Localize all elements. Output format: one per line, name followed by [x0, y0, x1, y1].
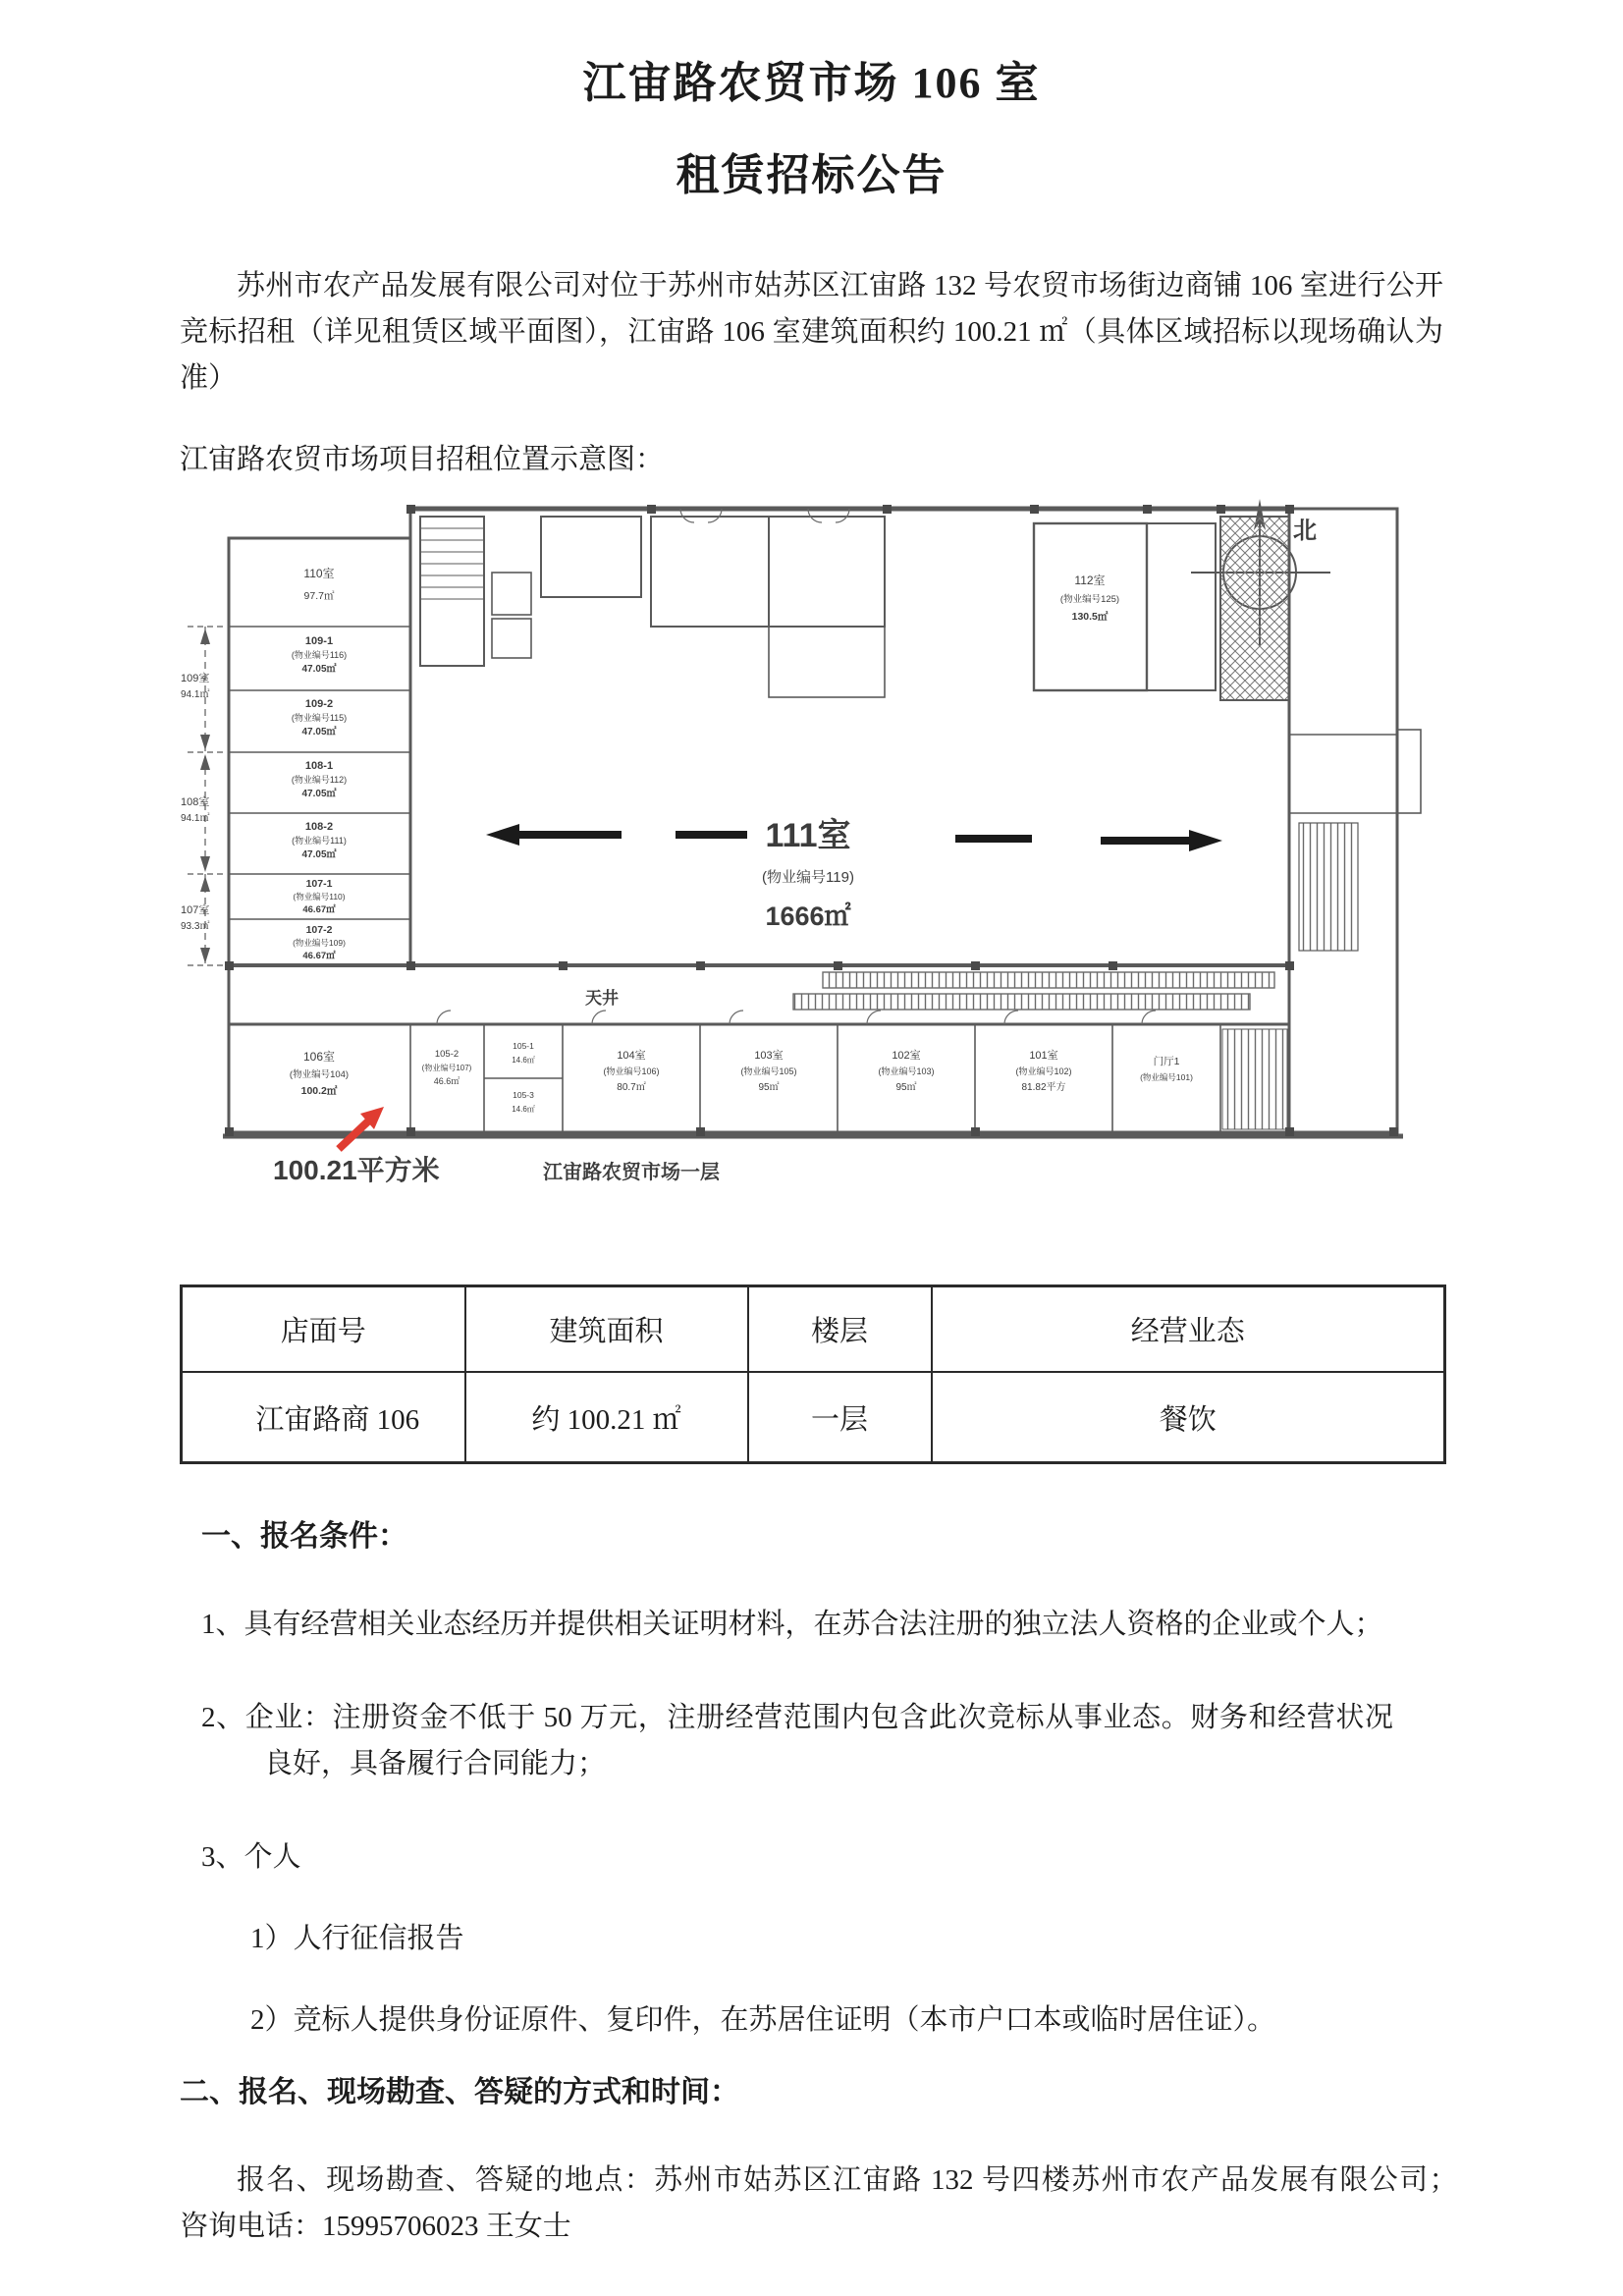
- section2-heading: 二、报名、现场勘查、答疑的方式和时间：: [180, 2076, 739, 2108]
- svg-text:(物业编号109): (物业编号109): [293, 938, 346, 948]
- doc-title-line1: 江宙路农贸市场 106 室: [582, 59, 1041, 107]
- svg-text:1666㎡: 1666㎡: [765, 902, 851, 931]
- svg-text:94.1㎡: 94.1㎡: [181, 689, 210, 700]
- sub-item-1-num: 1）: [250, 1923, 294, 1954]
- col-header-floor: 楼层: [748, 1286, 932, 1373]
- sub-item-2-text: 竞标人提供身份证原件、复印件，在苏居住证明（本市户口本或临时居住证）。: [293, 2004, 1276, 2036]
- svg-text:95㎡: 95㎡: [895, 1082, 917, 1093]
- svg-text:(物业编号107): (物业编号107): [421, 1064, 472, 1072]
- figure-intro-label: 江宙路农贸市场项目招租位置示意图：: [180, 444, 665, 475]
- svg-text:(物业编号111): (物业编号111): [292, 836, 347, 846]
- svg-text:109-1: 109-1: [304, 635, 334, 647]
- svg-text:107-2: 107-2: [305, 924, 333, 936]
- svg-text:门厅1: 门厅1: [1153, 1056, 1180, 1067]
- svg-text:(物业编号112): (物业编号112): [291, 775, 348, 785]
- svg-text:(物业编号115): (物业编号115): [291, 713, 348, 723]
- svg-text:46.67㎡: 46.67㎡: [302, 904, 336, 915]
- list-item-1-num: 1、: [201, 1609, 244, 1640]
- section1-heading: 一、报名条件：: [201, 1520, 407, 1553]
- svg-text:111室: 111室: [765, 817, 851, 854]
- svg-text:46.6㎡: 46.6㎡: [433, 1076, 460, 1086]
- courtyard-label: 天井: [585, 989, 619, 1008]
- svg-text:(物业编号104): (物业编号104): [289, 1069, 350, 1080]
- courtyard-canopy: [793, 972, 1274, 1010]
- svg-text:(物业编号103): (物业编号103): [878, 1066, 935, 1076]
- svg-text:(物业编号106): (物业编号106): [603, 1066, 660, 1076]
- svg-text:(物业编号110): (物业编号110): [293, 892, 346, 902]
- sub-item-2-num: 2）: [250, 2004, 294, 2036]
- cell-shop-no: 江宙路商 106: [182, 1372, 465, 1463]
- col-header-area: 建筑面积: [465, 1286, 748, 1373]
- svg-text:107室: 107室: [181, 904, 210, 916]
- highlight-arrow-icon: [339, 1107, 384, 1149]
- svg-text:112室: 112室: [1074, 574, 1106, 587]
- svg-text:110室: 110室: [303, 567, 335, 580]
- door-arc-icons: [437, 509, 1156, 1024]
- doc-title-line2: 租赁招标公告: [676, 151, 947, 199]
- svg-text:(物业编号102): (物业编号102): [1015, 1066, 1072, 1076]
- sub-item-1: [250, 1916, 1443, 1962]
- list-item-2-text: 企业：注册资金不低于 50 万元，注册经营范围内包含此次竞标从事业态。财务和经营状况良好，具备履行合同能力；: [244, 1702, 1393, 1779]
- list-item-1-text: 具有经营相关业态经历并提供相关证明材料，在苏合法注册的独立法人资格的企业或个人；: [243, 1609, 1383, 1640]
- svg-text:108室: 108室: [181, 796, 210, 808]
- svg-text:108-1: 108-1: [304, 760, 334, 772]
- svg-text:(物业编号105): (物业编号105): [740, 1066, 797, 1076]
- right-room-labels: [1060, 573, 1119, 623]
- svg-text:(物业编号125): (物业编号125): [1059, 594, 1120, 605]
- list-item-3: [201, 1834, 1393, 1881]
- list-item-2: [201, 1695, 1393, 1787]
- svg-text:130.5㎡: 130.5㎡: [1071, 611, 1109, 623]
- north-label: 北: [1293, 518, 1317, 544]
- svg-text:(物业编号101): (物业编号101): [1140, 1072, 1193, 1082]
- svg-text:105-2: 105-2: [434, 1049, 460, 1060]
- svg-text:80.7㎡: 80.7㎡: [617, 1082, 646, 1093]
- shop-table: [180, 1285, 1446, 1464]
- floorplan-drawing: [180, 489, 1427, 1191]
- svg-text:107-1: 107-1: [305, 878, 333, 890]
- hall-arrows: [486, 824, 1222, 851]
- svg-text:47.05㎡: 47.05㎡: [301, 664, 337, 675]
- svg-text:100.2㎡: 100.2㎡: [300, 1085, 338, 1097]
- svg-text:47.05㎡: 47.05㎡: [301, 727, 337, 738]
- col-header-business-type: 经营业态: [932, 1286, 1445, 1373]
- intro-paragraph: 苏州市农产品发展有限公司对位于苏州市姑苏区江宙路 132 号农贸市场街边商铺 106 室进行公开竞标招租（详见租赁区域平面图），江宙路 106 室建筑面积约 100.21 ㎡（具体区域招标以现场确认为准）: [180, 270, 1443, 394]
- list-item-1: [201, 1602, 1393, 1648]
- svg-text:103室: 103室: [754, 1050, 784, 1062]
- col-header-shop-no: 店面号: [182, 1286, 465, 1373]
- cell-area: 约 100.21 ㎡: [465, 1372, 748, 1463]
- svg-text:102室: 102室: [892, 1050, 921, 1062]
- table-row: [182, 1372, 1445, 1463]
- svg-text:14.6㎡: 14.6㎡: [512, 1105, 535, 1114]
- svg-text:104室: 104室: [617, 1050, 646, 1062]
- svg-text:(物业编号119): (物业编号119): [762, 869, 854, 886]
- svg-text:109-2: 109-2: [304, 698, 334, 710]
- table-header-row: [182, 1286, 1445, 1373]
- svg-text:109室: 109室: [181, 673, 210, 684]
- svg-text:97.7㎡: 97.7㎡: [303, 590, 335, 602]
- svg-text:94.1㎡: 94.1㎡: [181, 813, 210, 824]
- list-item-2-num: 2、: [201, 1702, 245, 1733]
- contact-paragraph: 报名、现场勘查、答疑的地点：苏州市姑苏区江宙路 132 号四楼苏州市农产品发展有限公司； 咨询电话：15995706023 王女士: [180, 2164, 1473, 2242]
- cell-business-type: 餐饮: [932, 1372, 1445, 1463]
- svg-text:105-3: 105-3: [513, 1090, 534, 1100]
- floorplan-figure: [180, 489, 1443, 1196]
- bottom-room-labels: [290, 1041, 1193, 1114]
- svg-text:14.6㎡: 14.6㎡: [512, 1056, 535, 1065]
- list-item-3-num: 3、: [201, 1841, 244, 1873]
- sub-item-2: [250, 1997, 1443, 2044]
- list-item-3-text: 个人: [243, 1841, 301, 1873]
- highlight-area-label: 100.21平方米: [273, 1155, 440, 1185]
- svg-text:47.05㎡: 47.05㎡: [301, 849, 337, 860]
- left-room-labels: [292, 566, 347, 961]
- sub-item-1-text: 人行征信报告: [293, 1923, 464, 1954]
- svg-text:105-1: 105-1: [513, 1041, 534, 1051]
- svg-text:101室: 101室: [1029, 1050, 1058, 1062]
- floorplan-caption: 江宙路农贸市场一层: [543, 1162, 720, 1183]
- svg-text:(物业编号116): (物业编号116): [291, 650, 348, 660]
- svg-text:106室: 106室: [302, 1050, 336, 1064]
- hall-labels: [762, 817, 854, 931]
- svg-text:108-2: 108-2: [304, 821, 334, 833]
- svg-text:46.67㎡: 46.67㎡: [302, 951, 336, 961]
- cell-floor: 一层: [748, 1372, 932, 1463]
- svg-text:81.82平方: 81.82平方: [1021, 1082, 1066, 1093]
- svg-text:95㎡: 95㎡: [758, 1082, 780, 1093]
- svg-text:47.05㎡: 47.05㎡: [301, 789, 337, 799]
- svg-text:93.3㎡: 93.3㎡: [181, 921, 210, 932]
